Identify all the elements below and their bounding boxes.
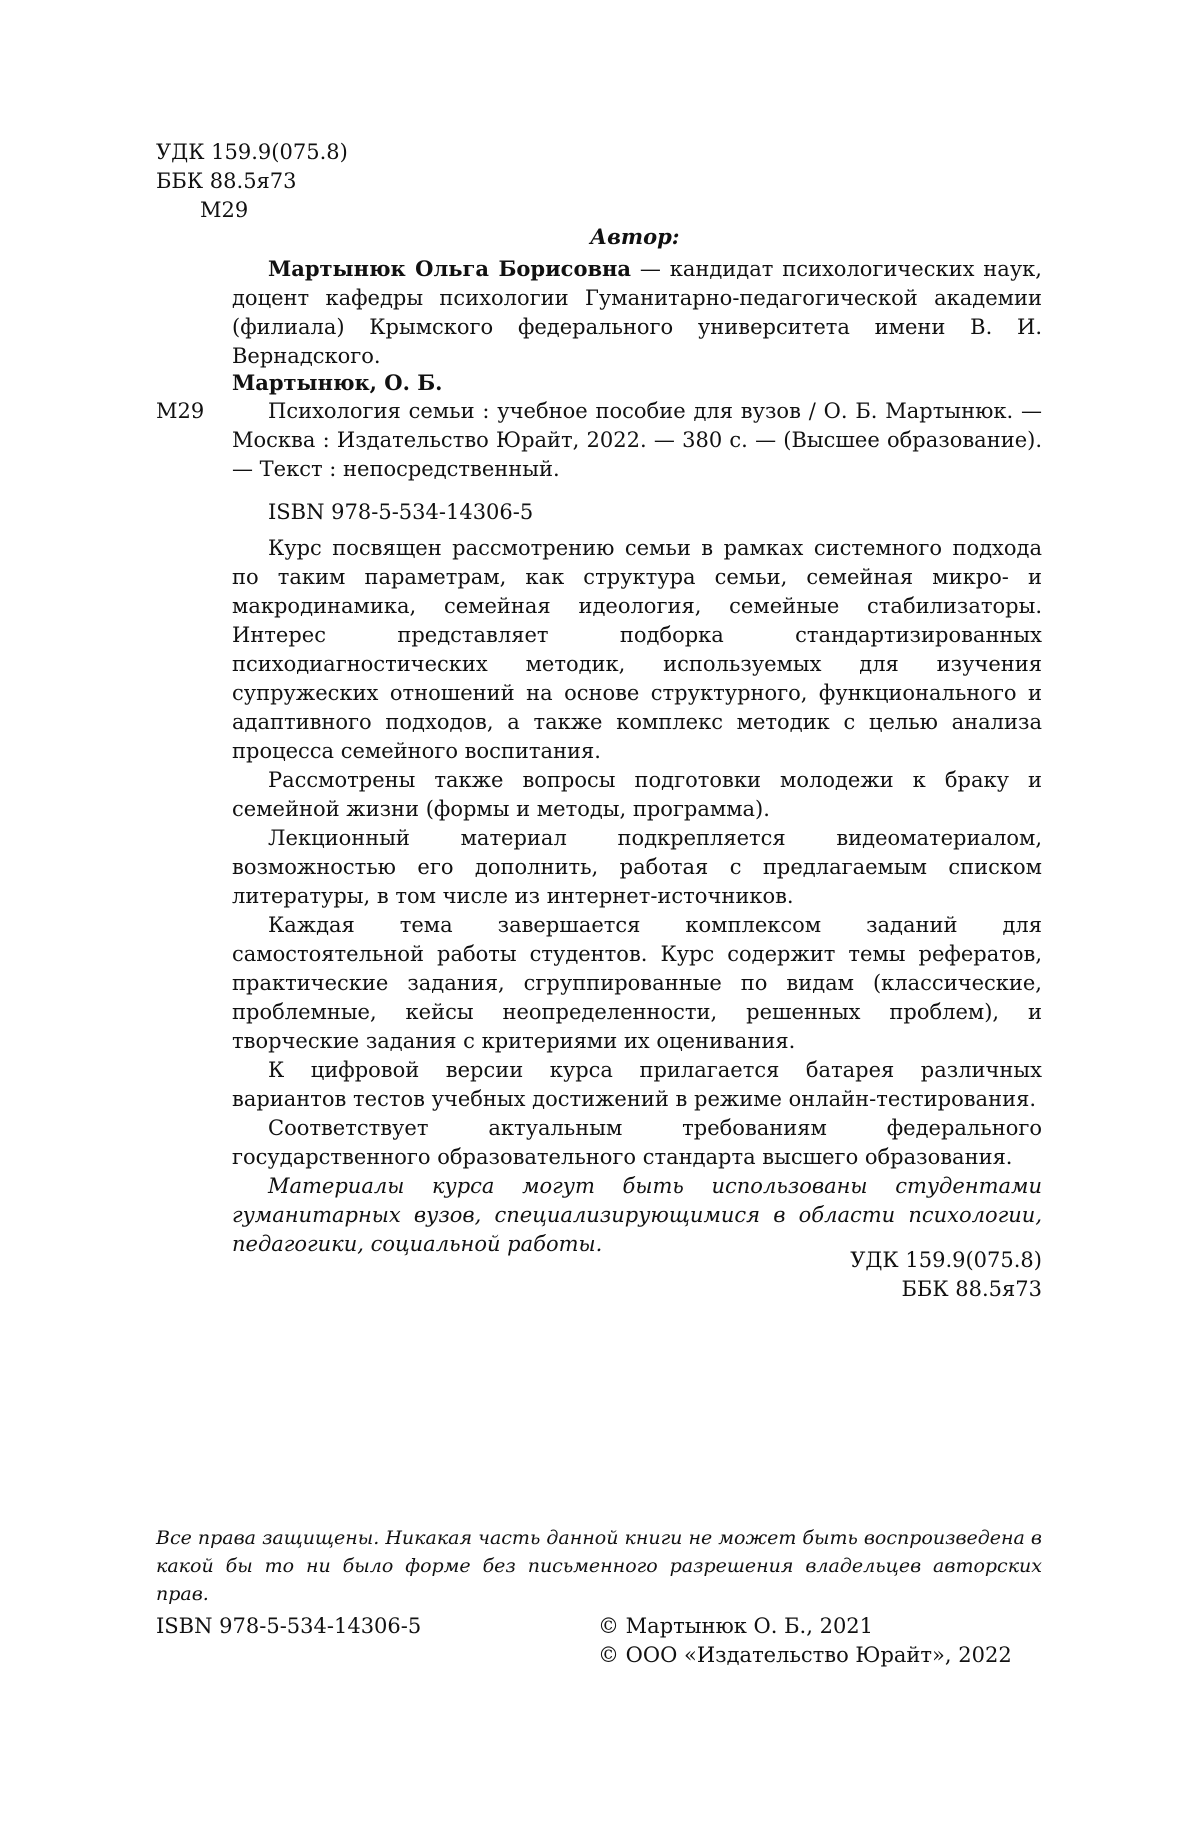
annotation [232, 534, 1042, 1259]
author-heading: Автор: [590, 224, 680, 249]
annotation-paragraph: Курс посвящен рассмотрению семьи в рамках системного подхода по таким параметрам, как структура семьи, семейная микро- и макродинамика, семейная идеология, семейные стабилизаторы. Интерес представляет подборка стандартизированных психодиагностических методик, используемых для изучения супружеских отношений на основе структурного, функционального и адаптивного подходов, а также комплекс методик с целью анализа процесса семейного воспитания. [232, 536, 1042, 763]
copyright-publisher: © ООО «Издательство Юрайт», 2022 [598, 1643, 1012, 1667]
annotation-paragraph: Каждая тема завершается комплексом заданий для самостоятельной работы студентов. Курс содержит темы рефератов, практические задания, сгруппированные по видам (классические, проблемные, кейсы неопределенности, решенных проблем), и творческие задания с критериями их оценивания. [232, 913, 1042, 1053]
copyright-author: © Мартынюк О. Б., 2021 [598, 1614, 874, 1638]
rights-notice: Все права защищены. Никакая часть данной книги не может быть воспроизведена в какой бы то ни было форме без письменного разрешения владельцев авторских прав. [156, 1527, 1042, 1605]
bibliographic-author: Мартынюк, О. Б. [232, 370, 443, 395]
bbk-code-bottom: ББК 88.5я73 [901, 1277, 1042, 1301]
udk-code-bottom: УДК 159.9(075.8) [850, 1248, 1042, 1272]
annotation-paragraph: Рассмотрены также вопросы подготовки молодежи к браку и семейной жизни (формы и методы, программа). [232, 768, 1042, 821]
bibliographic-description: Психология семьи : учебное пособие для вузов / О. Б. Мартынюк. — Москва : Издательство Юрайт, 2022. — 380 с. — (Высшее образование). — Текст : непосредственный. [232, 399, 1042, 481]
bibliographic-sign: М29 [156, 399, 205, 423]
annotation-paragraph: Соответствует актуальным требованиям федерального государственного образовательного стандарта высшего образования. [232, 1116, 1042, 1169]
annotation-paragraph: К цифровой версии курса прилагается батарея различных вариантов тестов учебных достижений в режиме онлайн-тестирования. [232, 1058, 1042, 1111]
author-info [232, 254, 1042, 371]
footer-isbn: ISBN 978-5-534-14306-5 [156, 1614, 422, 1638]
bbk-code: ББК 88.5я73 [156, 169, 297, 193]
author-name: Мартынюк Ольга Борисовна [268, 256, 632, 281]
annotation-audience: Материалы курса могут быть использованы студентами гуманитарных вузов, специализирующимися в области психологии, педагогики, социальной работы. [232, 1174, 1042, 1256]
annotation-paragraph: Лекционный материал подкрепляется видеоматериалом, возможностью его дополнить, работая с предлагаемым списком литературы, в том числе из интернет-источников. [232, 826, 1042, 908]
bibliographic-isbn: ISBN 978-5-534-14306-5 [268, 500, 534, 524]
udk-code: УДК 159.9(075.8) [156, 140, 348, 164]
author-sign: М29 [200, 198, 249, 222]
author-description: — кандидат психологических наук, доцент кафедры психологии Гуманитарно-педагогической академии (филиала) Крымского федерального университета имени В. И. Вернадского. [232, 257, 1042, 368]
